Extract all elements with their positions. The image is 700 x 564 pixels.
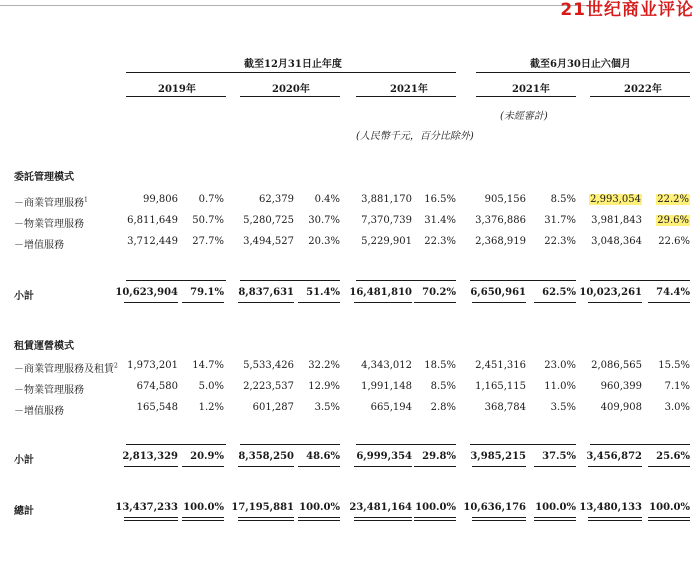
group-header-year-ended: 截至12月31日止年度 bbox=[244, 59, 342, 70]
year-rule bbox=[126, 96, 226, 97]
table-cell: 3,376,886 bbox=[475, 215, 526, 226]
table-cell: 2.8% bbox=[430, 402, 456, 413]
total-underline bbox=[298, 517, 340, 521]
total-underline bbox=[472, 517, 526, 521]
table-cell: 48.6% bbox=[306, 451, 340, 462]
table-cell: 100.0% bbox=[415, 502, 456, 513]
total-underline bbox=[238, 302, 294, 303]
table-cell: 11.0% bbox=[544, 381, 576, 392]
table-cell: 1,973,201 bbox=[127, 360, 178, 371]
year-header-2021-half: 2021年 bbox=[512, 84, 550, 95]
table-cell: 960,399 bbox=[600, 381, 642, 392]
table-cell: 8.5% bbox=[430, 381, 456, 392]
table-cell: 23,481,164 bbox=[349, 502, 412, 513]
table-cell: 22.3% bbox=[424, 236, 456, 247]
table-cell: 3,456,872 bbox=[586, 451, 642, 462]
table-cell: 368,784 bbox=[484, 402, 526, 413]
table-cell: 0.7% bbox=[198, 194, 224, 205]
table-cell: 3,881,170 bbox=[361, 194, 412, 205]
total-underline bbox=[238, 517, 294, 521]
table-cell: 665,194 bbox=[370, 402, 412, 413]
year-rule bbox=[356, 96, 456, 97]
total-underline bbox=[124, 517, 178, 521]
table-cell: 6,811,649 bbox=[127, 215, 178, 226]
total-underline bbox=[648, 302, 690, 303]
table-cell: 5,533,426 bbox=[243, 360, 294, 371]
table-cell: 3,494,527 bbox=[243, 236, 294, 247]
subtotal-label: 小計 bbox=[14, 455, 34, 466]
total-underline bbox=[534, 517, 576, 521]
total-underline bbox=[354, 466, 412, 467]
total-underline bbox=[414, 302, 456, 303]
table-cell: 2,223,537 bbox=[243, 381, 294, 392]
table-cell: 100.0% bbox=[649, 502, 690, 513]
total-underline bbox=[588, 302, 642, 303]
table-cell: 18.5% bbox=[424, 360, 456, 371]
table-cell: 30.7% bbox=[308, 215, 340, 226]
total-underline bbox=[182, 302, 224, 303]
table-cell: 4,343,012 bbox=[361, 360, 412, 371]
table-cell: 3,048,364 bbox=[591, 236, 642, 247]
total-underline bbox=[238, 466, 294, 467]
table-cell: 70.2% bbox=[422, 287, 456, 298]
table-cell: 5.0% bbox=[198, 381, 224, 392]
total-underline bbox=[182, 466, 224, 467]
subtotal-rule bbox=[470, 280, 576, 281]
table-cell: 100.0% bbox=[299, 502, 340, 513]
table-cell: 27.7% bbox=[192, 236, 224, 247]
total-underline bbox=[182, 517, 224, 521]
table-cell: 100.0% bbox=[183, 502, 224, 513]
table-cell: 2,451,316 bbox=[475, 360, 526, 371]
table-cell: 51.4% bbox=[306, 287, 340, 298]
year-header-2019: 2019年 bbox=[158, 84, 196, 95]
table-cell: 12.9% bbox=[308, 381, 340, 392]
row-label: －物業管理服務 bbox=[14, 385, 84, 396]
total-underline bbox=[588, 466, 642, 467]
table-cell: 3,981,843 bbox=[591, 215, 642, 226]
section-title-leasing: 租賃運營模式 bbox=[14, 341, 74, 352]
table-cell: 674,580 bbox=[136, 381, 178, 392]
subtotal-rule bbox=[126, 444, 226, 445]
subtotal-rule bbox=[126, 280, 226, 281]
year-rule bbox=[476, 96, 576, 97]
table-cell: 2,086,565 bbox=[591, 360, 642, 371]
year-rule bbox=[240, 96, 340, 97]
year-header-2022-half: 2022年 bbox=[624, 84, 662, 95]
subtotal-rule bbox=[590, 280, 690, 281]
total-label: 總計 bbox=[14, 506, 34, 517]
table-cell: 1,165,115 bbox=[475, 381, 526, 392]
row-label: －商業管理服務$^1$ bbox=[14, 196, 88, 209]
table-cell: 20.9% bbox=[190, 451, 224, 462]
table-cell: 16.5% bbox=[424, 194, 456, 205]
year-header-2020: 2020年 bbox=[272, 84, 310, 95]
table-cell: 25.6% bbox=[656, 451, 690, 462]
total-underline bbox=[534, 302, 576, 303]
section-title-entrusted: 委託管理模式 bbox=[14, 172, 74, 183]
watermark-logo: 21世纪商业评论 bbox=[560, 0, 694, 20]
table-cell: 74.4% bbox=[656, 287, 690, 298]
total-underline bbox=[354, 302, 412, 303]
row-label: －增值服務 bbox=[14, 240, 64, 251]
total-underline bbox=[354, 517, 412, 521]
table-cell: 31.4% bbox=[424, 215, 456, 226]
table-cell: 7,370,739 bbox=[361, 215, 412, 226]
table-cell: 100.0% bbox=[535, 502, 576, 513]
table-cell: 2,368,919 bbox=[475, 236, 526, 247]
unit-note: (人民幣千元，百分比除外) bbox=[356, 131, 474, 142]
table-cell: 29.6% bbox=[657, 215, 689, 226]
table-cell: 17,195,881 bbox=[231, 502, 294, 513]
row-label: －物業管理服務 bbox=[14, 219, 84, 230]
table-cell: 20.3% bbox=[308, 236, 340, 247]
table-cell: 8,358,250 bbox=[238, 451, 294, 462]
table-cell: 6,650,961 bbox=[470, 287, 526, 298]
year-rule bbox=[590, 96, 690, 97]
table-cell: 165,548 bbox=[136, 402, 178, 413]
table-cell: 79.1% bbox=[190, 287, 224, 298]
table-cell: 62,379 bbox=[259, 194, 294, 205]
table-cell: 5,229,901 bbox=[361, 236, 412, 247]
group-rule-year bbox=[126, 72, 456, 73]
total-underline bbox=[414, 517, 456, 521]
group-rule-half bbox=[476, 72, 690, 73]
table-cell: 3.5% bbox=[314, 402, 340, 413]
subtotal-rule bbox=[356, 444, 456, 445]
total-underline bbox=[298, 466, 340, 467]
table-cell: 13,437,233 bbox=[115, 502, 178, 513]
table-cell: 1.2% bbox=[198, 402, 224, 413]
table-cell: 10,636,176 bbox=[463, 502, 526, 513]
table-cell: 2,813,329 bbox=[122, 451, 178, 462]
total-underline bbox=[298, 302, 340, 303]
subtotal-rule bbox=[240, 280, 340, 281]
table-cell: 15.5% bbox=[658, 360, 690, 371]
table-cell: 10,023,261 bbox=[579, 287, 642, 298]
table-cell: 1,991,148 bbox=[361, 381, 412, 392]
table-cell: 22.3% bbox=[544, 236, 576, 247]
total-underline bbox=[648, 466, 690, 467]
total-underline bbox=[648, 517, 690, 521]
subtotal-label: 小計 bbox=[14, 291, 34, 302]
total-underline bbox=[414, 466, 456, 467]
table-cell: 37.5% bbox=[542, 451, 576, 462]
table-cell: 3,985,215 bbox=[470, 451, 526, 462]
table-cell: 7.1% bbox=[664, 381, 690, 392]
year-header-2021: 2021年 bbox=[390, 84, 428, 95]
subtotal-rule bbox=[470, 444, 576, 445]
group-header-six-months: 截至6月30日止六個月 bbox=[530, 59, 631, 70]
table-cell: 2,993,054 bbox=[590, 194, 641, 205]
table-cell: 99,806 bbox=[143, 194, 178, 205]
table-cell: 3,712,449 bbox=[127, 236, 178, 247]
total-underline bbox=[472, 466, 526, 467]
table-cell: 29.8% bbox=[422, 451, 456, 462]
table-cell: 601,287 bbox=[252, 402, 294, 413]
subtotal-rule bbox=[240, 444, 340, 445]
table-cell: 31.7% bbox=[544, 215, 576, 226]
subtotal-rule bbox=[590, 444, 690, 445]
table-cell: 5,280,725 bbox=[243, 215, 294, 226]
top-rule bbox=[0, 5, 590, 6]
table-cell: 8,837,631 bbox=[238, 287, 294, 298]
table-cell: 3.5% bbox=[550, 402, 576, 413]
table-cell: 905,156 bbox=[484, 194, 526, 205]
unaudited-note: (未經審計) bbox=[500, 111, 548, 122]
table-cell: 8.5% bbox=[550, 194, 576, 205]
table-cell: 14.7% bbox=[192, 360, 224, 371]
table-cell: 16,481,810 bbox=[349, 287, 412, 298]
total-underline bbox=[534, 466, 576, 467]
table-cell: 13,480,133 bbox=[579, 502, 642, 513]
table-cell: 50.7% bbox=[192, 215, 224, 226]
row-label: －商業管理服務及租賃$^2$ bbox=[14, 362, 118, 375]
total-underline bbox=[588, 517, 642, 521]
table-cell: 10,623,904 bbox=[115, 287, 178, 298]
table-cell: 6,999,354 bbox=[356, 451, 412, 462]
table-cell: 22.6% bbox=[658, 236, 690, 247]
subtotal-rule bbox=[356, 280, 456, 281]
total-underline bbox=[124, 302, 178, 303]
table-cell: 32.2% bbox=[308, 360, 340, 371]
table-cell: 62.5% bbox=[542, 287, 576, 298]
row-label: －增值服務 bbox=[14, 406, 64, 417]
table-cell: 3.0% bbox=[664, 402, 690, 413]
total-underline bbox=[472, 302, 526, 303]
table-cell: 409,908 bbox=[600, 402, 642, 413]
total-underline bbox=[124, 466, 178, 467]
table-cell: 22.2% bbox=[657, 194, 689, 205]
table-cell: 0.4% bbox=[314, 194, 340, 205]
table-cell: 23.0% bbox=[544, 360, 576, 371]
